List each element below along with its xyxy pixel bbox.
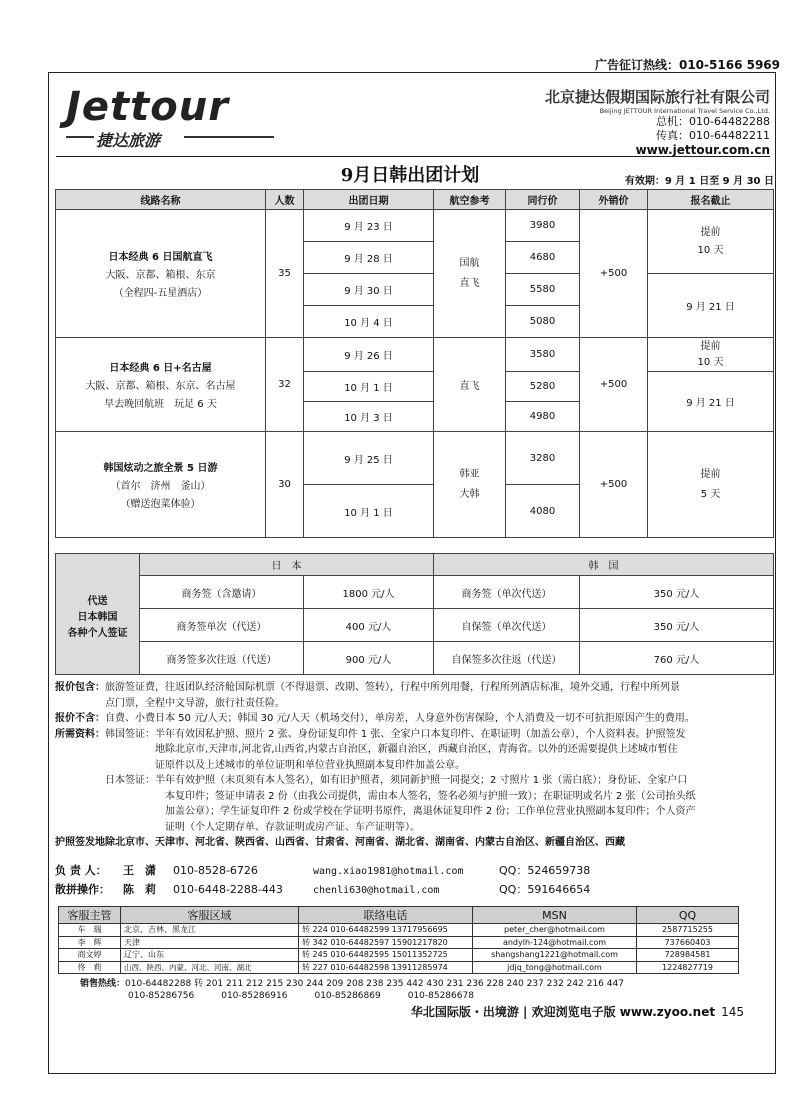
docs-japan-1: 日本签证：半年有效护照（末页须有本人签名），如有旧护照者，须同新护照一同提交；2 寸照片 1 张（需白底）；身份证、全家户口 [105, 775, 688, 786]
docs-japan-2: 本复印件；签证申请表 2 份（由我公司提供，需由本人签名，签名必须与护照一致）；在职证明或名片 2 张（公司抬头纸 [165, 790, 696, 802]
company-name-en: Beijing JETTOUR International Travel Service Co.,Ltd. [599, 107, 770, 115]
table-row: 商文婷 辽宁、山东 转 245 010-64482595 15011352725 shangshang1221@hotmail.com 728984581 [59, 949, 739, 962]
contact-row: 散拼操作： 陈 莉 010-6448-2288-443 chenli630@hotmail.com QQ：591646654 [55, 883, 591, 896]
company-info [545, 86, 770, 157]
table-row: 商务签多次往返（代送） 900 元/人 自保签多次往返（代送） 760 元/人 [56, 642, 774, 675]
table-row: 10 月 3 日 4980 [56, 402, 774, 432]
route-name-cell: 韩国炫动之旅全景 5 日游 （首尔 济州 釜山） （赠送泡菜体验） [56, 432, 266, 538]
company-website[interactable]: www.jettour.com.cn [635, 143, 770, 157]
exclude-label: 报价不含： [55, 713, 105, 724]
table-row: 韩国炫动之旅全景 5 日游 （首尔 济州 釜山） （赠送泡菜体验） 30 9 月 25 日 韩亚 大韩 3280 +500 提前 5 天 [56, 432, 774, 485]
visa-side-label: 代送 日本韩国 各种个人签证 [56, 554, 140, 675]
table-row: 李 辉 天津 转 342 010-64482597 15901217820 andylh-124@hotmail.com 737660403 [59, 936, 739, 949]
service-table: 客服主管 客服区域 联络电话 MSN QQ 车 瑞 北京、吉林、黑龙江 转 224 010-64482599 13717956695 peter_cher@hotmail.com 2587715255 李 辉 天津 转 342 010-64482597 15901217820 andylh-124@hotmail.com 737660403 商文婷 辽宁、山东 转 245 010-64482595 15011352725 shangshang1221@hotmail.com 728984581 佟 莉 山西、陕西、内蒙、河北、河南、湖北 转 227 010-64482598 13911285974 jdjq_tong@hotmail.com 1224827719 [58, 906, 739, 974]
col-peer-price: 同行价 [506, 190, 580, 210]
route-name-cell: 日本经典 6 日+名古屋 大阪、京都、箱根、东京、名古屋 早去晚回航班 玩足 6 天 [56, 338, 266, 432]
include-label: 报价包含： [55, 682, 105, 693]
docs-japan-4: 证明（个人定期存单、存款证明或房产证、车产证明等）。 [165, 821, 420, 833]
docs-korea-1: 韩国签证：半年有效因私护照、照片 2 张、身份证复印件 1 张、全家户口本复印件、在职证明（加盖公章），个人资料表。护照签发 [105, 728, 686, 740]
japan-header: 日 本 [140, 554, 434, 576]
col-deadline: 报名截止 [648, 190, 774, 210]
company-name-cn: 北京捷达假期国际旅行社有限公司 [544, 88, 770, 106]
docs-japan-3: 加盖公章）；学生证复印件 2 份或学校在学证明书原件，离退休证复印件 2 份；工作单位营业执照副本复印件；个人资产 [165, 806, 696, 817]
email-link[interactable]: chenli630@hotmail.com [313, 885, 440, 896]
email-link[interactable]: wang.xiao1981@hotmail.com [313, 866, 464, 877]
col-people: 人数 [266, 190, 304, 210]
table-row: 日本经典 6 日+名古屋 大阪、京都、箱根、东京、名古屋 早去晚回航班 玩足 6 天 32 9 月 26 日 直飞 3580 +500 提前 10 天 [56, 338, 774, 372]
jettour-logo [66, 84, 229, 154]
table-row: 车 瑞 北京、吉林、黑龙江 转 224 010-64482599 13717956695 peter_cher@hotmail.com 2587715255 [59, 924, 739, 937]
table-row: 10 月 1 日 4080 [56, 485, 774, 538]
logo-brand: Jettour [66, 84, 229, 130]
tour-schedule-table [55, 189, 774, 538]
validity: 有效期：9 月 1 日至 9 月 30 日 [624, 176, 774, 187]
include-text-2: 点门票，全程中文导游，旅行社责任险。 [105, 697, 285, 709]
table-row: 日本经典 6 日国航直飞 大阪、京都、箱根、东京 （全程四-五星酒店） 35 9 月 23 日 国航 直飞 3980 +500 提前 10 天 [56, 210, 774, 242]
exclude-text: 自费、小费日本 50 元/人天；韩国 30 元/人天（机场交付），单房差，人身意外伤害保险，个人消费及一切不可抗拒原因产生的费用。 [105, 713, 695, 724]
sales-hotline: 销售热线：010-64482288 转 201 211 212 215 230 244 209 208 238 235 442 430 231 236 228 240 237 232 242 216 447 010-85286756 010-85286916 010-85286869 010-85286678 [80, 979, 624, 1001]
logo-sub: 捷达旅游 [96, 131, 161, 150]
table-row: 佟 莉 山西、陕西、内蒙、河北、河南、湖北 转 227 010-64482598 13911285974 jdjq_tong@hotmail.com 1224827719 [59, 961, 739, 974]
passport-note: 护照签发地除北京市、天津市、河北省、陕西省、山西省、甘肃省、河南省、湖北省、湖南省、内蒙古自治区、新疆自治区、西藏 [55, 837, 625, 848]
company-fax: 传真：010-64482211 [656, 129, 770, 142]
col-airline: 航空参考 [434, 190, 506, 210]
include-text: 旅游签证费，往返团队经济舱国际机票（不得退票、改期、签转），行程中所列用餐，行程所列酒店标准，境外交通，行程中所列景 [105, 682, 680, 693]
company-phone: 总机：010-64482288 [656, 115, 770, 128]
footer-text: 华北国际版・出境游 | 欢迎浏览电子版 www.zyoo.net [410, 1005, 716, 1019]
notes-section [55, 680, 773, 851]
docs-korea-3: 证原件以及上述城市的单位证明和单位营业执照副本复印件加盖公章。 [155, 759, 465, 771]
route-name-cell: 日本经典 6 日国航直飞 大阪、京都、箱根、东京 （全程四-五星酒店） [56, 210, 266, 338]
table-row: 商务签（含邀请） 1800 元/人 商务签（单次代送） 350 元/人 [56, 576, 774, 609]
docs-korea-2: 地除北京市,天津市,河北省,山西省,内蒙古自治区，新疆自治区，西藏自治区，青海省。以外的还需要提供上述城市暂住 [155, 744, 678, 755]
col-retail: 外销价 [580, 190, 648, 210]
table-row: 10 月 1 日 5280 9 月 21 日 [56, 372, 774, 402]
col-route: 线路名称 [56, 190, 266, 210]
table-row: 9 月 28 日 4680 [56, 242, 774, 274]
hotline: 广告征订热线：010-5166 5969 [594, 58, 780, 72]
page-number: 145 [721, 1005, 744, 1019]
col-date: 出团日期 [304, 190, 434, 210]
table-row: 10 月 4 日 5080 [56, 306, 774, 338]
page-footer [411, 1003, 744, 1020]
table-row: 9 月 30 日 5580 9 月 21 日 [56, 274, 774, 306]
table-row: 商务签单次（代送） 400 元/人 自保签（单次代送） 350 元/人 [56, 609, 774, 642]
korea-header: 韩 国 [434, 554, 774, 576]
visa-table [55, 553, 774, 675]
contact-row: 负 责 人： 王 潇 010-8528-6726 wang.xiao1981@hotmail.com QQ：524659738 [55, 864, 591, 877]
docs-label: 所需资料： [55, 728, 105, 740]
page-title: 9月日韩出团计划 [340, 165, 480, 186]
